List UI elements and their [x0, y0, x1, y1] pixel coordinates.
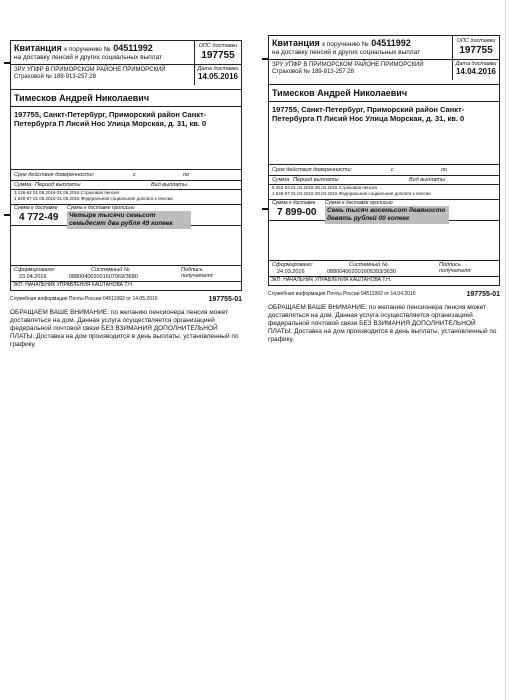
- receipt-title: Квитанция: [272, 38, 320, 48]
- ops-value: 197755: [201, 50, 235, 62]
- date-value: 14.05.2016: [197, 72, 239, 82]
- system-label: Системный №: [91, 267, 130, 273]
- col-period: Период выплаты: [293, 177, 339, 183]
- name-row: [11, 89, 241, 107]
- delivery-notice: ОБРАЩАЕМ ВАШЕ ВНИМАНИЕ: по желанию пенсионера пенсия может доставляться на дом. Данная услуга осуществляется организацией федеральной почтовой связи БЕЗ ВЗИМАНИЯ ДОПОЛНИТЕЛЬНОЙ ПЛАТЫ. Доставка на дом производится в день выплаты, установленный по графику.: [268, 303, 497, 344]
- organization: [272, 62, 450, 76]
- ops-value: 197755: [459, 45, 493, 57]
- delivery-notice: ОБРАЩАЕМ ВАШЕ ВНИМАНИЕ: по желанию пенсионера пенсия может доставляться на дом. Данная услуга осуществляется организацией федеральной почтовой связи БЕЗ ВЗИМАНИЯ ДОПОЛНИТЕЛЬНОЙ ПЛАТЫ. Доставка на дом производится в день выплаты, установленный по графику.: [10, 308, 239, 349]
- service-id: 197755-01: [466, 290, 500, 298]
- sum-label: Сумма к доставке: [14, 205, 58, 211]
- recipient-address: 197755, Санкт-Петербург, Приморский район Санкт-Петербурга П Лисий Нос Улица Морская, д. 31, кв. 0: [272, 105, 465, 124]
- formed-label: Сформировано:: [272, 262, 314, 268]
- receipt-title: Квитанция: [14, 43, 62, 53]
- sum-words-label: Сумма к доставке прописью: [325, 200, 393, 206]
- payments-table-header: [11, 180, 241, 190]
- organization: [14, 67, 192, 81]
- system-label: Системный №: [349, 262, 388, 268]
- order-number: 04511992: [371, 38, 411, 48]
- system-number: 088004002001605393/3630: [327, 269, 396, 275]
- org-line1: ЗРУ УПФР В ПРИМОРСКОМ РАЙОНЕ ПРИМОРСКИЙ: [14, 67, 166, 73]
- validity-from: с: [133, 172, 136, 178]
- col-sum: Сумма: [272, 177, 290, 183]
- formed-label: Сформировано:: [14, 267, 56, 273]
- validity-row: [11, 169, 241, 180]
- sum-words: Семь тысяч восемьсот девяносто девять рублей 00 копеек: [325, 206, 449, 224]
- validity-to: по: [183, 172, 190, 178]
- order-number: 04511992: [113, 43, 153, 53]
- validity-to: по: [441, 167, 448, 173]
- validity-label: Срок действия доверенности:: [272, 167, 353, 173]
- table-row: 1 645-97 01.04.2016-30.04.2016 Федеральная социальная доплата к пенсии: [272, 191, 431, 196]
- receipt-title-line: [272, 38, 452, 48]
- chief-line: ЗКП: НАЧАЛЬНИК УПРАВЛЕНИЯ КАШТАНОВА Т.Н.: [10, 282, 242, 291]
- receipt-footer: [11, 265, 241, 282]
- alignment-marker: [4, 62, 10, 64]
- formed-date: 24.03.2016: [277, 269, 305, 275]
- chief-line: ЗКП: НАЧАЛЬНИК УПРАВЛЕНИЯ КАШТАНОВА Т.Н.: [268, 277, 500, 286]
- formed-date: 23.04.2016: [19, 274, 47, 280]
- ops-label: ОПС доставки: [198, 43, 238, 49]
- receipt-subtitle: на доставку пенсий и других социальных выплат: [14, 54, 163, 62]
- delivery-box: [452, 36, 499, 80]
- col-sum: Сумма: [14, 182, 32, 188]
- sum-words-label: Сумма к доставке прописью: [67, 205, 135, 211]
- alignment-marker: [262, 208, 268, 210]
- recipient-name: Тимесков Андрей Николаевич: [14, 93, 150, 103]
- ops-label: ОПС доставки: [456, 38, 496, 44]
- org-line2: Страховой № 189-913-257 28: [272, 68, 354, 75]
- receipt-footer: [269, 260, 499, 277]
- sign-label: Подпись получателя:: [439, 262, 472, 275]
- sum-value: 4 772-49: [19, 212, 59, 223]
- sum-value: 7 899-00: [277, 207, 317, 218]
- org-line2: Страховой № 189-913-257 28: [14, 73, 96, 80]
- sum-block: [11, 204, 241, 226]
- col-type: Вид выплаты: [409, 177, 446, 183]
- sum-label: Сумма к доставке: [272, 200, 316, 206]
- name-row: [269, 84, 499, 102]
- col-type: Вид выплаты: [151, 182, 188, 188]
- sum-block: [269, 199, 499, 221]
- header-left: [14, 43, 194, 62]
- order-label: к поручению №: [64, 46, 111, 53]
- org-line1: ЗРУ УПФР В ПРИМОРСКОМ РАЙОНЕ ПРИМОРСКИЙ: [272, 62, 424, 68]
- order-label: к поручению №: [322, 41, 369, 48]
- receipt-subtitle: на доставку пенсий и других социальных выплат: [272, 49, 421, 57]
- receipt-card: [268, 35, 500, 277]
- service-info-row: [10, 297, 242, 306]
- service-info-row: [268, 292, 500, 301]
- delivery-box: [194, 41, 241, 85]
- col-period: Период выплаты: [35, 182, 81, 188]
- payments-table-header: [269, 175, 499, 185]
- date-value: 14.04.2016: [455, 67, 497, 77]
- system-number: 088004002001607069/3680: [69, 274, 138, 280]
- table-row: 1 645-87 01.05.2016-31.05.2016 Федеральная социальная доплата к пенсии: [14, 196, 173, 201]
- validity-row: [269, 164, 499, 175]
- validity-from: с: [391, 167, 394, 173]
- receipt-may: [10, 40, 242, 349]
- date-label: Дата доставки: [453, 59, 499, 67]
- service-info: Служебная информация Почты России 04511992 от 14.05.2016: [10, 295, 158, 302]
- alignment-marker: [262, 58, 268, 60]
- alignment-marker: [4, 214, 10, 216]
- receipt-card: [10, 40, 242, 282]
- service-info: Служебная информация Почты России 04511992 от 14.04.2016: [268, 290, 416, 297]
- date-label: Дата доставки: [195, 64, 241, 72]
- recipient-address: 197755, Санкт-Петербург, Приморский район Санкт-Петербурга П Лисий Нос Улица Морская, д. 31, кв. 0: [14, 110, 207, 129]
- sign-label: Подпись получателя:: [181, 267, 214, 280]
- receipt-title-line: [14, 43, 194, 53]
- recipient-name: Тимесков Андрей Николаевич: [272, 88, 408, 98]
- receipt-april: [268, 35, 500, 344]
- table-row: 6 253-03 01.04.2016-30.04.2016 Страховая пенсия: [272, 185, 377, 190]
- table-row: 3 126-62 01.05.2016-31.05.2016 Страховая пенсия: [14, 190, 119, 195]
- service-id: 197755-01: [208, 295, 242, 303]
- header-left: [272, 38, 452, 57]
- validity-label: Срок действия доверенности:: [14, 172, 95, 178]
- sum-words: Четыре тысячи семьсот семьдесят два рубля 49 копеек: [67, 211, 191, 229]
